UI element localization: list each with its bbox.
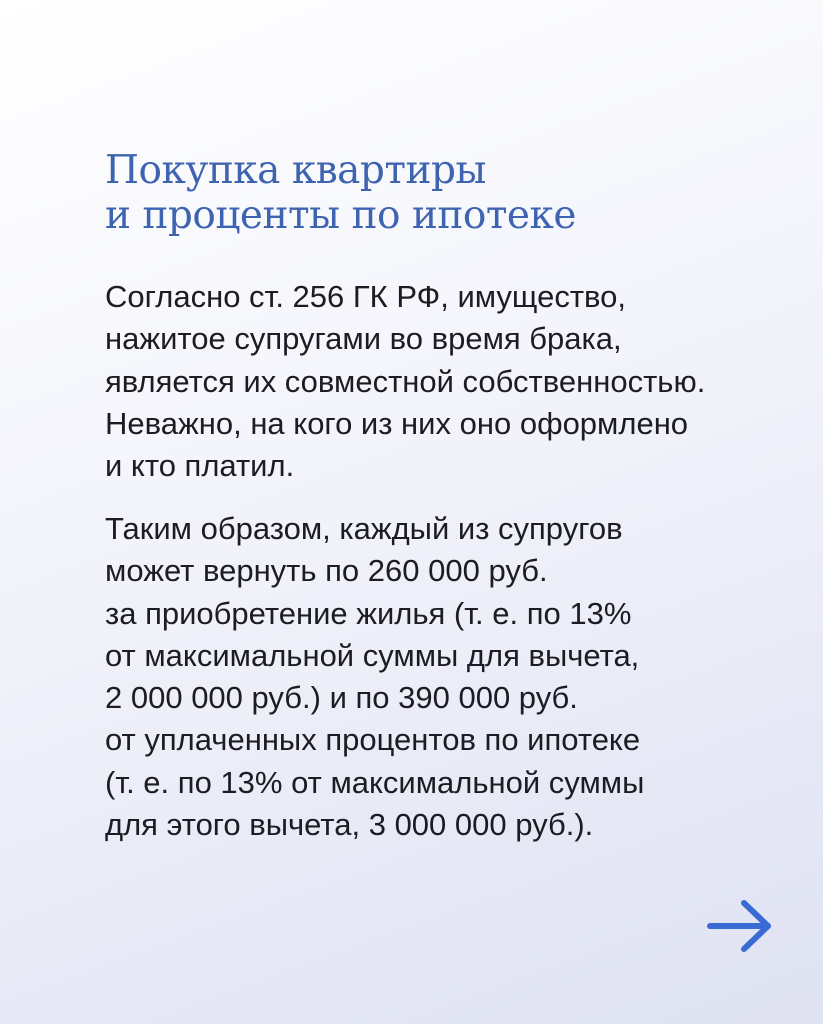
slide-title: [105, 148, 785, 238]
text-line: (т. е. по 13% от максимальной суммы: [105, 764, 645, 800]
text-line: Неважно, на кого из них оно оформлено: [105, 405, 689, 441]
text-line: Таким образом, каждый из супругов: [105, 511, 623, 546]
text-line: является их совместной собственностью.: [105, 363, 706, 399]
title-line-1: Покупка квартиры: [105, 148, 486, 193]
text-line: может вернуть по 260 000 руб.: [105, 553, 548, 589]
paragraph-deduction: [105, 508, 805, 846]
text-line: 2 000 000 руб.) и по 390 000 руб.: [105, 680, 578, 716]
title-line-2: и проценты по ипотеке: [105, 193, 576, 238]
text-line: и кто платил.: [105, 448, 295, 484]
text-line: для этого вычета, 3 000 000 руб.).: [105, 807, 594, 843]
text-line: Согласно ст. 256 ГК РФ, имущество,: [105, 279, 627, 314]
text-line: от уплаченных процентов по ипотеке: [105, 722, 641, 758]
arrow-right-icon[interactable]: [704, 897, 776, 955]
text-line: нажитое супругами во время брака,: [105, 321, 622, 357]
text-line: от максимальной суммы для вычета,: [105, 637, 640, 673]
text-line: за приобретение жилья (т. е. по 13%: [105, 595, 632, 631]
paragraph-ownership: [105, 276, 805, 487]
